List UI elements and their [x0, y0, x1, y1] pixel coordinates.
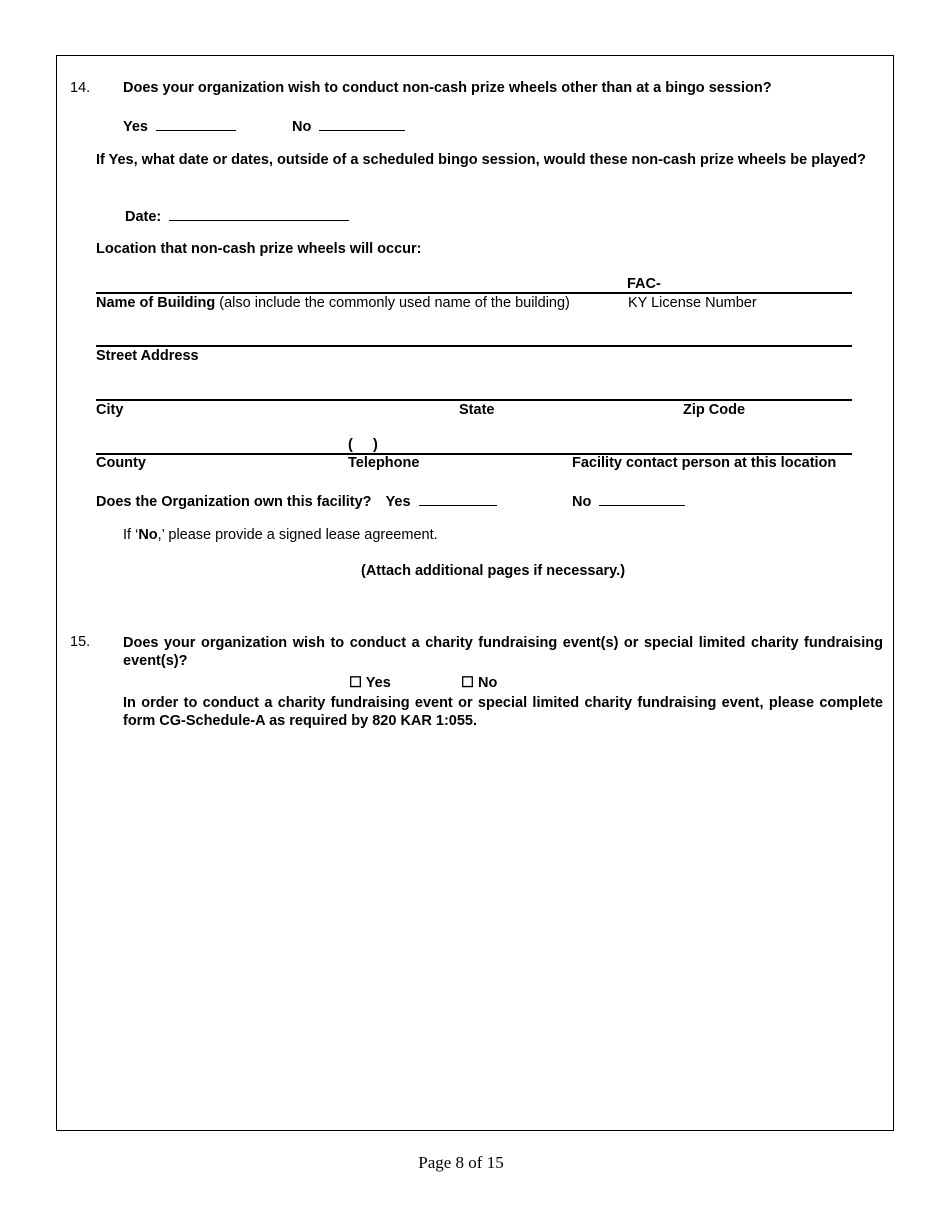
- own-no-blank[interactable]: [599, 491, 685, 506]
- attach-note: (Attach additional pages if necessary.): [361, 563, 626, 579]
- own-yes-blank[interactable]: [419, 491, 497, 506]
- q14-yes-row: [123, 116, 236, 135]
- q14-if-yes-text: If Yes, what date or dates, outside of a scheduled bingo session, would these non-cash prize wheels be played?: [96, 152, 867, 168]
- q15-number: 15.: [70, 634, 91, 650]
- fac-prefix: FAC-: [627, 276, 661, 292]
- q14-date-blank[interactable]: [169, 206, 349, 221]
- q14-no-label: No: [292, 119, 312, 135]
- building-license-line[interactable]: [96, 292, 852, 294]
- building-label-note: (also include the commonly used name of the building): [219, 295, 570, 311]
- q15-instruction: In order to conduct a charity fundraising event or special limited charity fundraising event, please complete form CG-Schedule-A as required by 820 KAR 1:055.: [123, 695, 883, 729]
- q14-question: Does your organization wish to conduct non-cash prize wheels other than at a bingo session?: [123, 80, 772, 96]
- own-no-row: [572, 491, 685, 510]
- page-number: Page 8 of 15: [418, 1153, 504, 1172]
- q14-date-label: Date:: [125, 209, 162, 225]
- q14-yes-blank[interactable]: [156, 116, 236, 131]
- phone-parens: ( ): [348, 437, 378, 453]
- contact-label: Facility contact person at this location: [572, 455, 837, 471]
- q14-yes-label: Yes: [123, 119, 148, 135]
- q14-number: 14.: [70, 80, 91, 96]
- lease-no: No: [138, 527, 158, 543]
- state-label: State: [459, 402, 495, 418]
- building-label: [96, 295, 570, 311]
- q14-no-blank[interactable]: [319, 116, 405, 131]
- q14-date-row: [125, 206, 349, 225]
- street-line[interactable]: [96, 345, 852, 347]
- license-label: KY License Number: [628, 295, 757, 311]
- q15-no-option[interactable]: ☐ No: [461, 675, 498, 691]
- q15-question: Does your organization wish to conduct a charity fundraising event(s) or special limited charity fundraising event(s)?: [123, 635, 883, 669]
- q14-no-row: [292, 116, 405, 135]
- city-label: City: [96, 402, 124, 418]
- own-yes-label: Yes: [385, 494, 411, 510]
- q15-yes-option[interactable]: ☐ Yes: [349, 675, 391, 691]
- own-no-label: No: [572, 494, 592, 510]
- own-question: Does the Organization own this facility?: [96, 494, 372, 510]
- street-label: Street Address: [96, 348, 199, 364]
- lease-suffix: ,’ please provide a signed lease agreement.: [157, 527, 438, 543]
- city-state-zip-line[interactable]: [96, 399, 852, 401]
- telephone-label: Telephone: [348, 455, 420, 471]
- zip-label: Zip Code: [683, 402, 746, 418]
- lease-note: [123, 527, 438, 543]
- own-row: [96, 491, 497, 510]
- county-label: County: [96, 455, 146, 471]
- lease-prefix: If ‘: [123, 527, 139, 543]
- building-label-bold: Name of Building: [96, 295, 216, 311]
- q14-location-heading: Location that non-cash prize wheels will occur:: [96, 241, 422, 257]
